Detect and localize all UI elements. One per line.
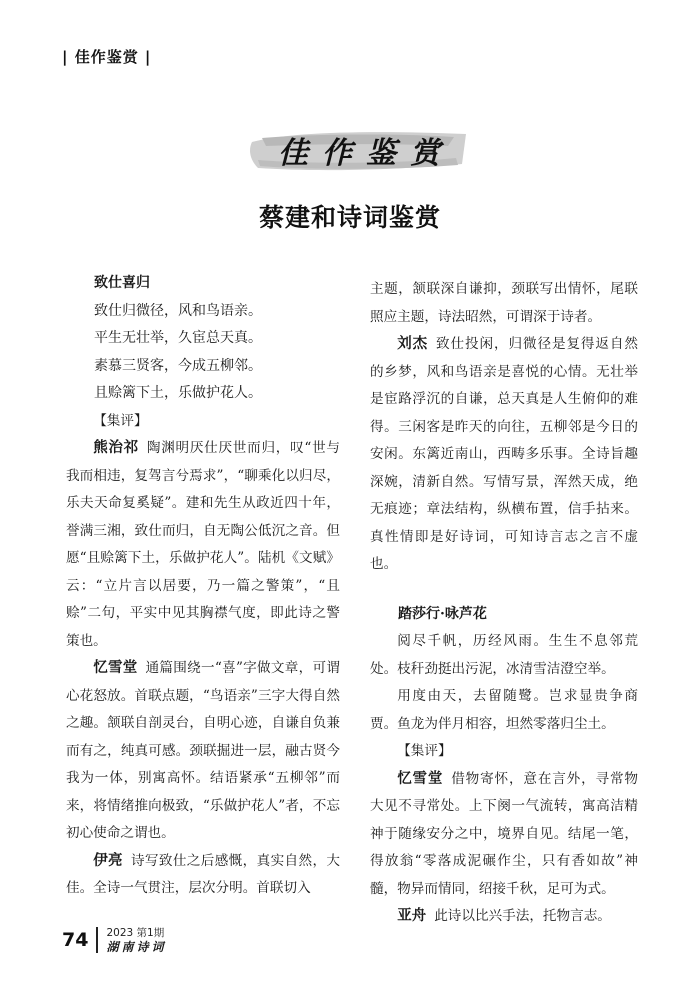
poem-stanza: 用度由天，去留随鹭。岂求显贵争商贾。鱼龙为伴月相容，坦然零落归尘土。 [370,688,638,732]
poem-stanza: 阅尽千帆，历经风雨。生生不息邻荒处。枝秆劲挺出污泥，冰清雪洁澄空举。 [370,633,638,677]
journal-name: 湖南诗词 [106,940,167,954]
commentary-text: 诗写致仕之后感慨，真实自然，大佳。全诗一气贯注，层次分明。首联切入 [66,852,341,896]
page-number: 74 [62,929,89,951]
banner-title: 佳作鉴赏 [278,136,454,171]
commentator-name: 亚舟 [397,908,427,924]
spacer [370,579,638,601]
issue-label: 2023 第1期 [106,927,165,939]
poem-line: 平生无壮举，久宦总天真。 [94,330,262,346]
commentator-name: 忆雪堂 [93,660,138,676]
footer-meta [106,926,166,954]
commentary-tag: 【集评】 [397,743,452,759]
commentary-paragraph [66,848,340,903]
commentator-name: 熊治祁 [93,440,139,456]
commentary-text: 借物寄怀，意在言外，寻常物大见不寻常处。上下阕一气流转，寓高洁精神于随缘安分之中，境界自见。结尾一笔，得放翁“零落成泥碾作尘，只有香如故”神髓，物异而情同，绍接千秋，足可为式。 [370,770,639,897]
commentary-text: 陶渊明厌仕厌世而归，叹“世与我而相违，复驾言兮焉求”，“聊乘化以归尽，乐夫天命复奚疑”。建和先生从政近四十年，誉满三湘，致仕而归，自无陶公低沉之音。但愿“且赊篱下土，乐做护花人”。陆机《文赋》云：“立片言以居要，乃一篇之警策”，“且赊”二句，平实中见其胸襟气度，即此诗之警策也。 [66,440,341,649]
commentator-name: 忆雪堂 [397,770,444,787]
commentary-text: 通篇围绕一“喜”字做文章，可谓心花怒放。首联点题，“鸟语亲”三字大得自然之趣。颔联自剖灵台，自明心迹，自谦自负兼而有之，纯真可感。颈联掘进一层，融古贤今我为一体，别寓高怀。结语紧承“五柳邻”而来，将情绪推向极致，“乐做护花人”者，不忘初心使命之谓也。 [66,660,340,841]
commentary-tag: 【集评】 [93,412,148,429]
footer-divider [96,927,98,953]
commentator-name: 伊亮 [93,852,123,869]
commentary-paragraph [370,903,638,931]
commentary-paragraph [370,766,638,904]
poem-title: 踏莎行·咏芦花 [398,605,487,622]
poem-title: 致仕喜归 [94,275,150,291]
article-title: 蔡建和诗词鉴赏 [258,203,441,232]
commentary-continuation: 主题，颔联深自谦抑，颈联写出情怀，尾联照应主题，诗法昭然，可谓深于诗者。 [370,281,638,325]
commentary-paragraph [66,435,340,655]
page-footer [62,926,166,954]
right-column [370,276,638,931]
poem-line: 素慕三贤客，今成五柳邻。 [94,357,262,374]
section-label: | 佳作鉴赏 | [62,48,152,66]
left-column [66,270,340,903]
poem-line: 致仕归微径，风和鸟语亲。 [94,302,262,319]
commentary-text: 致仕投闲，归微径是复得返自然的乡梦，风和鸟语亲是喜悦的心情。无壮举是宦路浮沉的自谦，总天真是人生俯仰的难得。三闲客是昨天的向往，五柳邻是今日的安闲。东篱近南山，西畴多乐事。全诗旨趣深婉，清新自然。写情写景，浑然天成，绝无痕迹；章法结构，纵横布置，信手拈来。真性情即是好诗词，可知诗言志之言不虚也。 [370,336,639,572]
poem-line: 且赊篱下土，乐做护花人。 [94,385,262,401]
section-banner [248,124,470,176]
commentary-paragraph [370,331,638,579]
commentator-name: 刘杰 [397,336,428,352]
commentary-paragraph [66,655,340,848]
commentary-text: 此诗以比兴手法，托物言志。 [434,908,611,924]
